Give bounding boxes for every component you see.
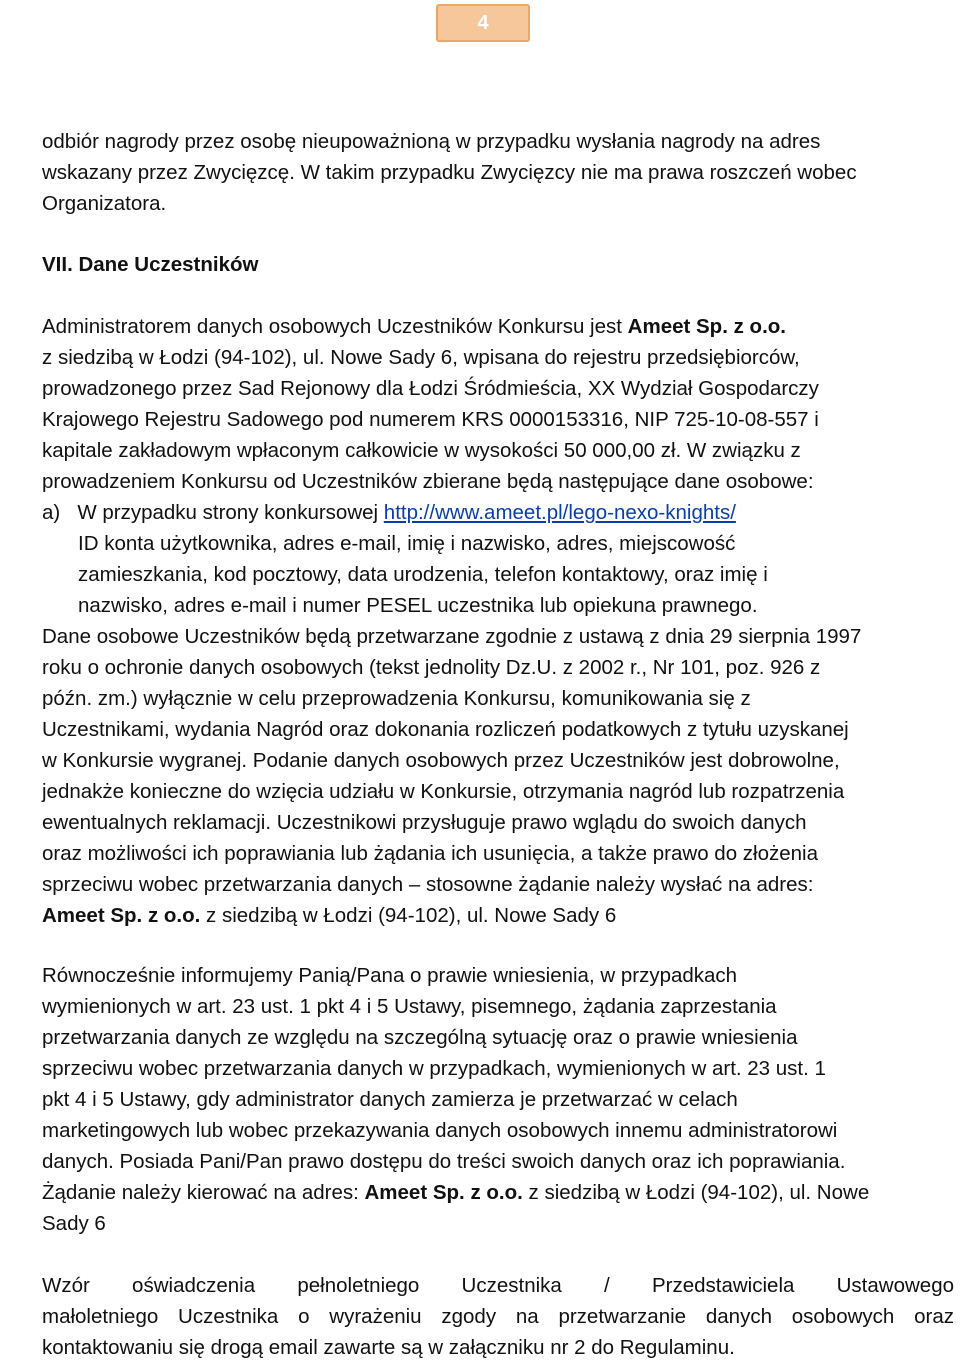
text-line: późn. zm.) wyłącznie w celu przeprowadzenia Konkursu, komunikowania się z bbox=[42, 687, 751, 710]
text-line: Sady 6 bbox=[42, 1212, 106, 1235]
text-line: ewentualnych reklamacji. Uczestnikowi przysługuje prawo wglądu do swoich danych bbox=[42, 811, 807, 834]
contest-website-link[interactable]: http://www.ameet.pl/lego-nexo-knights/ bbox=[383, 501, 736, 524]
text-line: kontaktowaniu się drogą email zawarte są w załączniku nr 2 do Regulaminu. bbox=[42, 1336, 735, 1359]
text-line: jednakże konieczne do wzięcia udziału w Konkursie, otrzymania nagród lub rozpatrzenia bbox=[42, 780, 845, 803]
text-line: wskazany przez Zwycięzcę. W takim przypadku Zwycięzcy nie ma prawa roszczeń wobec bbox=[42, 161, 857, 184]
text-line: sprzeciwu wobec przetwarzania danych w przypadkach, wymienionych w art. 23 ust. 1 bbox=[42, 1057, 826, 1080]
text-line: Uczestnikami, wydania Nagród oraz dokonania rozliczeń podatkowych z tytułu uzyskanej bbox=[42, 718, 849, 741]
request-intro: Żądanie należy kierować na adres: bbox=[42, 1181, 365, 1204]
text-line: Dane osobowe Uczestników będą przetwarzane zgodnie z ustawą z dnia 29 sierpnia 1997 bbox=[42, 625, 862, 648]
text-line: prowadzeniem Konkursu od Uczestników zbierane będą następujące dane osobowe: bbox=[42, 470, 814, 493]
company-name: Ameet Sp. z o.o. bbox=[42, 904, 201, 927]
text-line: roku o ochronie danych osobowych (tekst jednolity Dz.U. z 2002 r., Nr 101, poz. 926 z bbox=[42, 656, 821, 679]
text-line: w Konkursie wygranej. Podanie danych osobowych przez Uczestników jest dobrowolne, bbox=[42, 749, 840, 772]
text-line: pkt 4 i 5 Ustawy, gdy administrator danych zamierza je przetwarzać w celach bbox=[42, 1088, 738, 1111]
page-number-badge: 4 bbox=[436, 4, 530, 42]
text-line: sprzeciwu wobec przetwarzania danych – stosowne żądanie należy wysłać na adres: bbox=[42, 873, 814, 896]
text-line: Wzór oświadczenia pełnoletniego Uczestnika / Przedstawiciela Ustawowego bbox=[42, 1274, 954, 1297]
text-line bbox=[42, 1177, 954, 1208]
objection-paragraph bbox=[42, 960, 954, 1239]
text-line: wymienionych w art. 23 ust. 1 pkt 4 i 5 Ustawy, pisemnego, żądania zaprzestania bbox=[42, 995, 777, 1018]
list-item-a bbox=[42, 497, 954, 528]
text-line: danych. Posiada Pani/Pan prawo dostępu do treści swoich danych oraz ich poprawiania. bbox=[42, 1150, 846, 1173]
section-heading-text: VII. Dane Uczestników bbox=[42, 253, 259, 276]
list-item-a-prefix: a) W przypadku strony konkursowej bbox=[42, 501, 384, 524]
text-line: małoletniego Uczestnika o wyrażeniu zgody na przetwarzanie danych osobowych oraz bbox=[42, 1305, 954, 1328]
prize-pickup-paragraph bbox=[42, 126, 954, 219]
text-line: Organizatora. bbox=[42, 192, 167, 215]
text-line: przetwarzania danych ze względu na szczególną sytuację oraz o prawie wniesienia bbox=[42, 1026, 798, 1049]
company-name: Ameet Sp. z o.o. bbox=[627, 315, 786, 338]
text-line: Krajowego Rejestru Sadowego pod numerem KRS 0000153316, NIP 725-10-08-557 i bbox=[42, 408, 819, 431]
text-line: z siedzibą w Łodzi (94-102), ul. Nowe Sady 6, wpisana do rejestru przedsiębiorców, bbox=[42, 346, 800, 369]
template-note-paragraph bbox=[42, 1270, 954, 1363]
text-line: oraz możliwości ich poprawiania lub żądania ich usunięcia, a także prawo do złożenia bbox=[42, 842, 819, 865]
administrator-intro: Administratorem danych osobowych Uczestników Konkursu jest bbox=[42, 315, 628, 338]
company-address: z siedzibą w Łodzi (94-102), ul. Nowe Sady 6 bbox=[200, 904, 617, 927]
list-item-a-detail: ID konta użytkownika, adres e-mail, imię i nazwisko, adres, miejscowość bbox=[78, 532, 736, 555]
text-line: Równocześnie informujemy Panią/Pana o prawie wniesienia, w przypadkach bbox=[42, 964, 738, 987]
list-item-a-detail: nazwisko, adres e-mail i numer PESEL uczestnika lub opiekuna prawnego. bbox=[78, 594, 758, 617]
section-heading bbox=[42, 249, 954, 280]
company-name: Ameet Sp. z o.o. bbox=[364, 1181, 523, 1204]
text-line bbox=[42, 900, 954, 931]
administrator-paragraph bbox=[42, 311, 954, 621]
section-heading-block bbox=[42, 249, 954, 280]
company-address: z siedzibą w Łodzi (94-102), ul. Nowe bbox=[522, 1181, 870, 1204]
text-line: kapitale zakładowym wpłaconym całkowicie w wysokości 50 000,00 zł. W związku z bbox=[42, 439, 801, 462]
text-line: odbiór nagrody przez osobę nieupoważnioną w przypadku wysłania nagrody na adres bbox=[42, 130, 821, 153]
processing-paragraph bbox=[42, 621, 954, 931]
text-line: marketingowych lub wobec przekazywania danych osobowych innemu administratorowi bbox=[42, 1119, 838, 1142]
text-line: prowadzonego przez Sad Rejonowy dla Łodzi Śródmieścia, XX Wydział Gospodarczy bbox=[42, 377, 819, 400]
list-item-a-detail: zamieszkania, kod pocztowy, data urodzenia, telefon kontaktowy, oraz imię i bbox=[78, 563, 768, 586]
text-line bbox=[42, 311, 954, 342]
